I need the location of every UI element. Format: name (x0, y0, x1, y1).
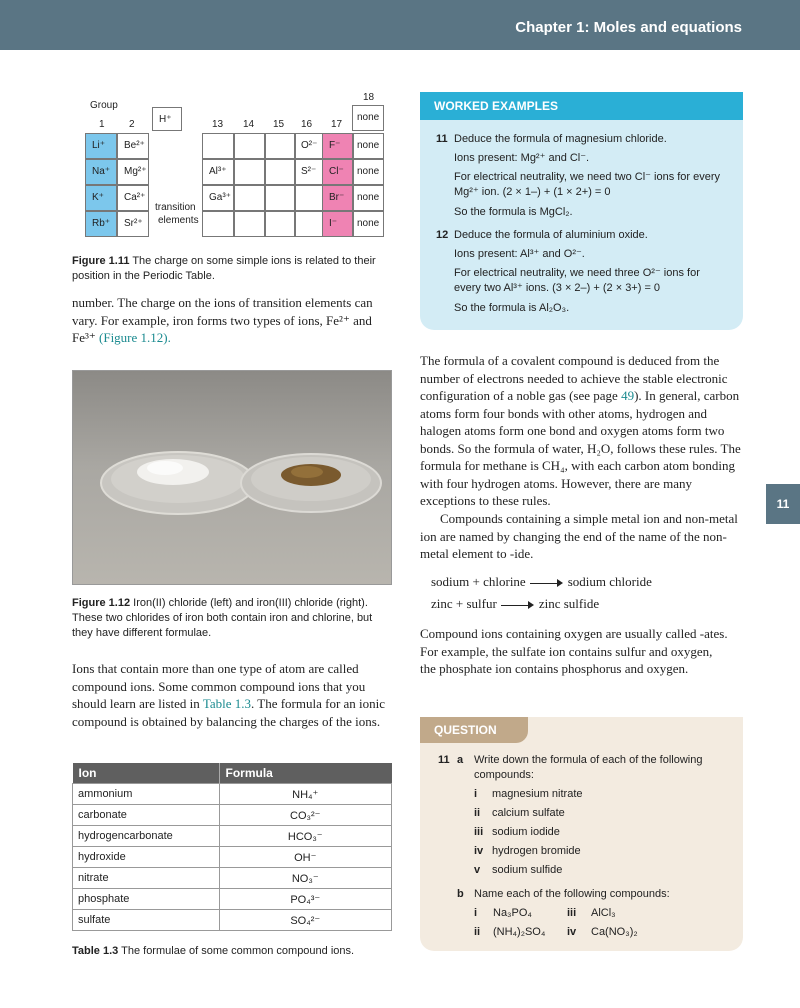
paragraph-covalent-formula (420, 352, 744, 510)
part-b-text: Name each of the following compounds: (474, 888, 670, 900)
paragraph-1-text: number. The charge on the ions of transition elements can vary. For example, iron forms two types of ions, Fe²⁺ and Fe³⁺ (72, 295, 373, 345)
col-label-16: 16 (301, 119, 313, 130)
header-formula: Formula (219, 763, 392, 784)
periodic-table-figure (80, 90, 400, 250)
transition-label-2: elements (158, 215, 199, 226)
col-label-18: 18 (363, 92, 375, 103)
example-12-line-1: Deduce the formula of aluminium oxide. (454, 229, 648, 241)
part-a-label: a (457, 754, 464, 766)
cell-sr: Sr²⁺ (117, 211, 149, 237)
ion-name: carbonate (73, 805, 220, 826)
figure-1-11-label: Figure 1.11 (72, 255, 130, 267)
question-box (420, 717, 743, 951)
cell-o: O²⁻ (294, 133, 326, 159)
header-ion: Ion (73, 763, 220, 784)
part-a-item-text: sodium iodide (492, 826, 560, 838)
figure-1-12-caption (72, 596, 392, 641)
paragraph-compound-ions (72, 660, 394, 730)
equation-2-right: zinc sulfide (538, 596, 600, 611)
part-a-item-text: calcium sulfate (492, 807, 565, 819)
table-1-3-caption (72, 944, 402, 959)
worked-examples-box (420, 92, 743, 330)
noble-gas-cell-2: none (352, 133, 384, 159)
cell-al: Al³⁺ (202, 159, 234, 185)
figure-1-11-text: The charge on some simple ions is related to their position in the Periodic Table. (72, 255, 376, 282)
cell-be: Be²⁺ (117, 133, 149, 159)
page-49-link[interactable]: 49 (621, 388, 635, 403)
table-row (73, 910, 392, 931)
table-row (73, 826, 392, 847)
equation-sodium-chloride (431, 574, 652, 590)
transition-label-1: transition (155, 202, 196, 213)
ion-name: ammonium (73, 784, 220, 805)
table-1-3-label: Table 1.3 (72, 945, 119, 957)
part-a-item-num: i (474, 788, 478, 800)
cell-14-r4 (234, 185, 266, 211)
group-label: Group (90, 100, 118, 111)
cell-ga: Ga³⁺ (202, 185, 234, 211)
example-11-line-1: Deduce the formula of magnesium chloride. (454, 133, 667, 145)
cell-i: I⁻ (322, 211, 354, 237)
table-row (73, 889, 392, 910)
ion-formula: HCO₃⁻ (219, 826, 392, 847)
col-label-1: 1 (99, 119, 105, 130)
table-header-row (73, 763, 392, 784)
equation-1-right: sodium chloride (567, 574, 652, 589)
table-row (73, 784, 392, 805)
figure-1-12-label: Figure 1.12 (72, 597, 131, 609)
example-12-line-4: So the formula is Al₂O₃. (454, 302, 570, 314)
ion-name: hydrogencarbonate (73, 826, 220, 847)
equation-zinc-sulfide (431, 596, 599, 612)
cell-14-r2 (234, 133, 266, 159)
equation-2-left: zinc + sulfur (431, 596, 497, 611)
cell-13-r2 (202, 133, 234, 159)
example-12-line-2: Ions present: Al³⁺ and O²⁻. (454, 248, 585, 260)
part-b-item-text: Na₃PO₄ (493, 907, 532, 919)
cell-s: S²⁻ (294, 159, 326, 185)
col-label-13: 13 (212, 119, 224, 130)
paragraph-ates: Compound ions containing oxygen are usually called -ates. For example, the sulfate ion contains sulfur and oxygen, the phosphate ion contains phosphorus and oxygen. (420, 626, 728, 676)
paragraph-2-text-b: . The formula for an ionic compound is obtained by balancing the charges of the ions. (72, 696, 386, 729)
figure-1-12-link[interactable]: (Figure 1.12). (99, 330, 171, 345)
col-label-17: 17 (331, 119, 343, 130)
paragraph-3-text-b: ). In general, carbon atoms form four bonds with other atoms, hydrogen and halogen atoms form one bond and oxygen atoms form two bonds. So the formula of water, H₂O, follows these rules. The formula for methane is CH₄, with each carbon atom bonding with four hydrogen atoms. However, there are many exceptions to these rules. (420, 388, 741, 508)
chapter-title: Chapter 1: Moles and equations (515, 19, 742, 36)
table-row (73, 868, 392, 889)
question-title: QUESTION (420, 717, 528, 743)
col-label-2: 2 (129, 119, 135, 130)
cell-14-r5 (234, 211, 266, 237)
cell-15-r5 (264, 211, 296, 237)
col-label-15: 15 (273, 119, 285, 130)
part-a-item-num: iv (474, 845, 484, 857)
cell-15-r4 (264, 185, 296, 211)
paragraph-transition-charges (72, 294, 394, 347)
part-b-label: b (457, 888, 464, 900)
cell-li: Li⁺ (85, 133, 117, 159)
cell-cl: Cl⁻ (322, 159, 354, 185)
example-11-line-2: Ions present: Mg²⁺ and Cl⁻. (454, 152, 590, 164)
example-11-line-3: For electrical neutrality, we need two Cl⁻ ions for every Mg²⁺ ion. (2 × 1–) + (1 × 2+) = 0 (454, 171, 721, 198)
ion-name: phosphate (73, 889, 220, 910)
question-number: 11 (438, 754, 450, 766)
part-a-text: Write down the formula of each of the following compounds: (474, 754, 703, 781)
cell-rb: Rb⁺ (85, 211, 117, 237)
figure-1-11-caption (72, 254, 392, 284)
part-a-item-num: ii (474, 807, 481, 819)
ion-name: sulfate (73, 910, 220, 931)
part-a-item-num: v (474, 864, 481, 876)
part-a-item-text: magnesium nitrate (492, 788, 583, 800)
part-b-item-text: (NH₄)₂SO₄ (493, 926, 546, 938)
part-a-item-text: hydrogen bromide (492, 845, 581, 857)
equation-1-left: sodium + chlorine (431, 574, 526, 589)
cell-14-r3 (234, 159, 266, 185)
table-1-3-link[interactable]: Table 1.3 (202, 696, 251, 711)
reaction-arrow-icon (530, 579, 564, 587)
figure-1-12-text: Iron(II) chloride (left) and iron(III) chloride (right). These two chlorides of iron both contain iron and chlorine, but they have different formulae. (72, 597, 373, 639)
noble-gas-cell-1: none (352, 105, 384, 131)
reaction-arrow-icon (501, 601, 535, 609)
ion-formula: NO₃⁻ (219, 868, 392, 889)
page-number-tab: 11 (766, 484, 800, 524)
cell-na: Na⁺ (85, 159, 117, 185)
part-b-item-num: i (474, 907, 478, 919)
part-b-item-num: iv (567, 926, 577, 938)
part-a-item-num: iii (474, 826, 484, 838)
example-12-number: 12 (436, 229, 449, 241)
noble-gas-cell-4: none (352, 185, 384, 211)
worked-examples-title: WORKED EXAMPLES (420, 92, 743, 120)
ion-formula: SO₄²⁻ (219, 910, 392, 931)
table-row (73, 847, 392, 868)
cell-ca: Ca²⁺ (117, 185, 149, 211)
example-11-number: 11 (436, 133, 448, 145)
part-b-item-num: ii (474, 926, 481, 938)
ion-formula: OH⁻ (219, 847, 392, 868)
ion-name: hydroxide (73, 847, 220, 868)
paragraph-naming-ide: Compounds containing a simple metal ion and non-metal ion are named by changing the end of the name of the non-metal element to -ide. (420, 511, 738, 561)
part-b-item-text: AlCl₃ (591, 907, 616, 919)
cell-mg: Mg²⁺ (117, 159, 149, 185)
cell-15-r2 (264, 133, 296, 159)
part-a-item-text: sodium sulfide (492, 864, 563, 876)
ion-formula: NH₄⁺ (219, 784, 392, 805)
example-11-line-4: So the formula is MgCl₂. (454, 206, 573, 218)
iron-chlorides-photo (72, 370, 392, 585)
chapter-header-bar (0, 0, 800, 50)
cell-15-r3 (264, 159, 296, 185)
table-1-3-text: The formulae of some common compound ions. (118, 945, 355, 957)
ion-formula: PO₄³⁻ (219, 889, 392, 910)
cell-13-r5 (202, 211, 234, 237)
cell-k: K⁺ (85, 185, 117, 211)
hydrogen-ion-cell: H⁺ (152, 107, 182, 131)
part-b-item-num: iii (567, 907, 577, 919)
cell-f: F⁻ (322, 133, 354, 159)
example-12-line-3: For electrical neutrality, we need three O²⁻ ions for every two Al³⁺ ions. (3 × 2–) + (2 × 3+) = 0 (454, 267, 700, 294)
noble-gas-cell-5: none (352, 211, 384, 237)
ion-formula: CO₃²⁻ (219, 805, 392, 826)
noble-gas-cell-3: none (352, 159, 384, 185)
paragraph-3-text-a: The formula of a covalent compound is deduced from the number of electrons needed to achieve the stable electronic configuration of a noble gas (see page (420, 353, 728, 403)
ion-name: nitrate (73, 868, 220, 889)
compound-ions-table (72, 763, 392, 931)
paragraph-2-text-a: Ions that contain more than one type of atom are called compound ions. Some common compound ions that you should learn are listed in (72, 661, 366, 711)
col-label-14: 14 (243, 119, 255, 130)
part-b-item-text: Ca(NO₃)₂ (591, 926, 638, 938)
table-row (73, 805, 392, 826)
cell-br: Br⁻ (322, 185, 354, 211)
